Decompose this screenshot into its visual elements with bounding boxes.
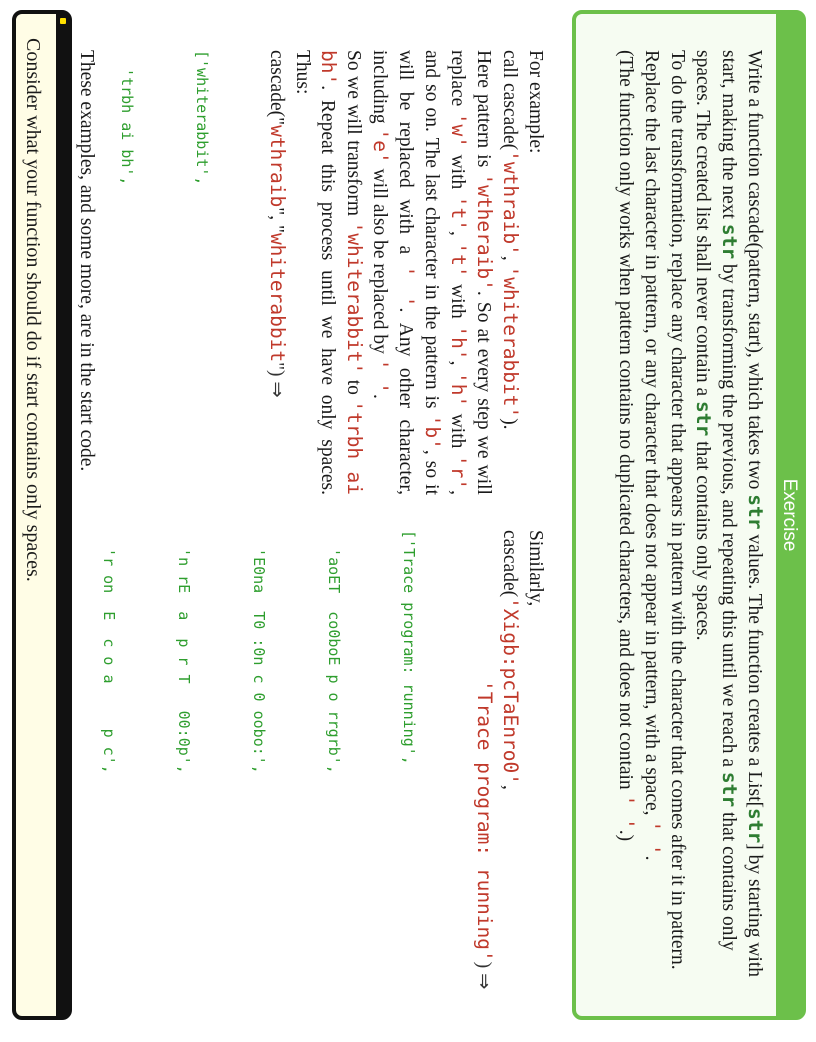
text: . bbox=[641, 855, 662, 861]
text: with bbox=[447, 277, 468, 326]
text: values. The function creates a List[ bbox=[744, 529, 765, 809]
output-line: 'E0na T0 :0n c 0 oobo:', bbox=[250, 530, 268, 774]
example-1-transform bbox=[290, 50, 367, 495]
text: with bbox=[447, 407, 468, 455]
string-literal: 'whiterabbit' bbox=[343, 221, 366, 375]
example-1-intro: For example: bbox=[525, 50, 546, 154]
output-line: ['whiterabbit', bbox=[193, 50, 211, 186]
output-line: 'trbh ai bh', bbox=[118, 50, 136, 186]
text: (The function only works when pattern contains no duplicated characters, and does not contain bbox=[615, 50, 636, 795]
text: . Repeat this process until we have only spaces. Thus: bbox=[292, 50, 338, 495]
closing-text: These examples, and some more, are in the start code. bbox=[76, 50, 97, 472]
string-literal: 'h' bbox=[447, 325, 470, 361]
string-literal: 'Trace program: running' bbox=[473, 680, 496, 962]
string-literal: 't' bbox=[447, 242, 470, 278]
text: , bbox=[499, 255, 520, 266]
string-literal: 'trbh ai bh' bbox=[317, 50, 366, 495]
hint-bullet-icon bbox=[60, 18, 66, 24]
exercise-paragraph-1 bbox=[690, 50, 768, 996]
string-literal: 'Xigb:pcTaEnro0' bbox=[499, 597, 522, 785]
space-literal: ' ' bbox=[641, 820, 664, 856]
string-literal: 'whiterabbit' bbox=[499, 265, 522, 419]
text: that contains only spaces. bbox=[692, 436, 713, 641]
text: , bbox=[499, 784, 520, 790]
text: call cascade( bbox=[499, 50, 520, 151]
exercise-paragraph-2 bbox=[639, 50, 690, 996]
hint-text: Consider what your function should do if start contains only spaces. bbox=[22, 38, 44, 582]
text: . Any other character, including bbox=[369, 50, 416, 495]
text: with bbox=[447, 148, 468, 196]
text: ). bbox=[499, 418, 520, 430]
example-1-call bbox=[497, 50, 523, 495]
text: will also be replaced by bbox=[369, 163, 390, 359]
text: . So at every step we will replace bbox=[447, 50, 494, 495]
hint-header-bar bbox=[56, 14, 68, 1016]
text: that contains only spaces. The created list shall never contain a bbox=[692, 50, 739, 951]
text: ) ⇒ bbox=[473, 961, 494, 990]
text: ") ⇒ bbox=[266, 362, 287, 398]
string-literal: 'r' bbox=[447, 454, 470, 491]
example-1-explanation bbox=[367, 50, 497, 495]
keyword: str bbox=[692, 401, 715, 437]
string-literal: 'wtheraib' bbox=[473, 173, 496, 291]
exercise-body bbox=[613, 50, 768, 996]
keyword: str bbox=[718, 771, 741, 808]
string-literal: wthraib bbox=[266, 125, 289, 208]
example-2-call bbox=[497, 530, 523, 1010]
text: , bbox=[447, 360, 468, 372]
output-line: 'aoET co0boE p o rrgrb', bbox=[325, 530, 343, 774]
text: To do the transformation, replace any character that appears in pattern with the character that comes after it in pattern. Replace the last character in pattern, or any character that does not appear in pattern, with a space, bbox=[641, 50, 688, 970]
string-literal: whiterabbit bbox=[266, 232, 289, 363]
string-literal: 'w' bbox=[447, 112, 470, 149]
output-line: 'r on E c o a p c', bbox=[100, 530, 118, 774]
exercise-paragraph-3 bbox=[613, 50, 639, 996]
text: to bbox=[343, 374, 364, 401]
text: So we will transform bbox=[343, 50, 364, 222]
string-literal: ' ' bbox=[369, 358, 392, 394]
string-literal: 'b' bbox=[421, 414, 444, 450]
string-literal: 'wthraib' bbox=[499, 150, 522, 256]
string-literal: 'h' bbox=[447, 371, 470, 408]
output-line: 'n rE a p r T 00:0p', bbox=[175, 530, 193, 774]
text: Write a function cascade(pattern, start), which takes two bbox=[744, 50, 765, 495]
text: , bbox=[447, 230, 468, 243]
keyword: str bbox=[744, 494, 767, 530]
example-2-intro: Similarly, bbox=[525, 530, 546, 607]
text: . bbox=[369, 393, 390, 399]
example-1-result-call bbox=[264, 50, 290, 495]
text: by transforming the previous, and repeating this until we reach a bbox=[718, 259, 739, 772]
text: cascade(" bbox=[266, 50, 287, 126]
space-literal: ' ' bbox=[615, 794, 638, 830]
text: ", " bbox=[266, 207, 287, 233]
hint-box bbox=[12, 10, 72, 1020]
example-2-call-cont bbox=[471, 530, 497, 1010]
string-literal: 't' bbox=[447, 195, 470, 231]
string-literal: 'e' bbox=[369, 128, 392, 164]
keyword: str bbox=[744, 808, 767, 844]
output-line: ['Trace program: running', bbox=[400, 530, 418, 765]
text: Here pattern is bbox=[473, 50, 494, 174]
text: , and so on. The last character in the pattern is bbox=[421, 50, 468, 496]
exercise-title: Exercise bbox=[776, 14, 802, 1016]
text: cascade( bbox=[499, 530, 520, 598]
text: , so it will be replaced with a bbox=[395, 50, 442, 495]
string-literal: ' ' bbox=[395, 265, 418, 308]
exercise-box bbox=[572, 10, 806, 1020]
keyword: str bbox=[718, 223, 741, 260]
text: ] by starting with start, making the next bbox=[718, 50, 765, 978]
text: .) bbox=[615, 829, 636, 842]
